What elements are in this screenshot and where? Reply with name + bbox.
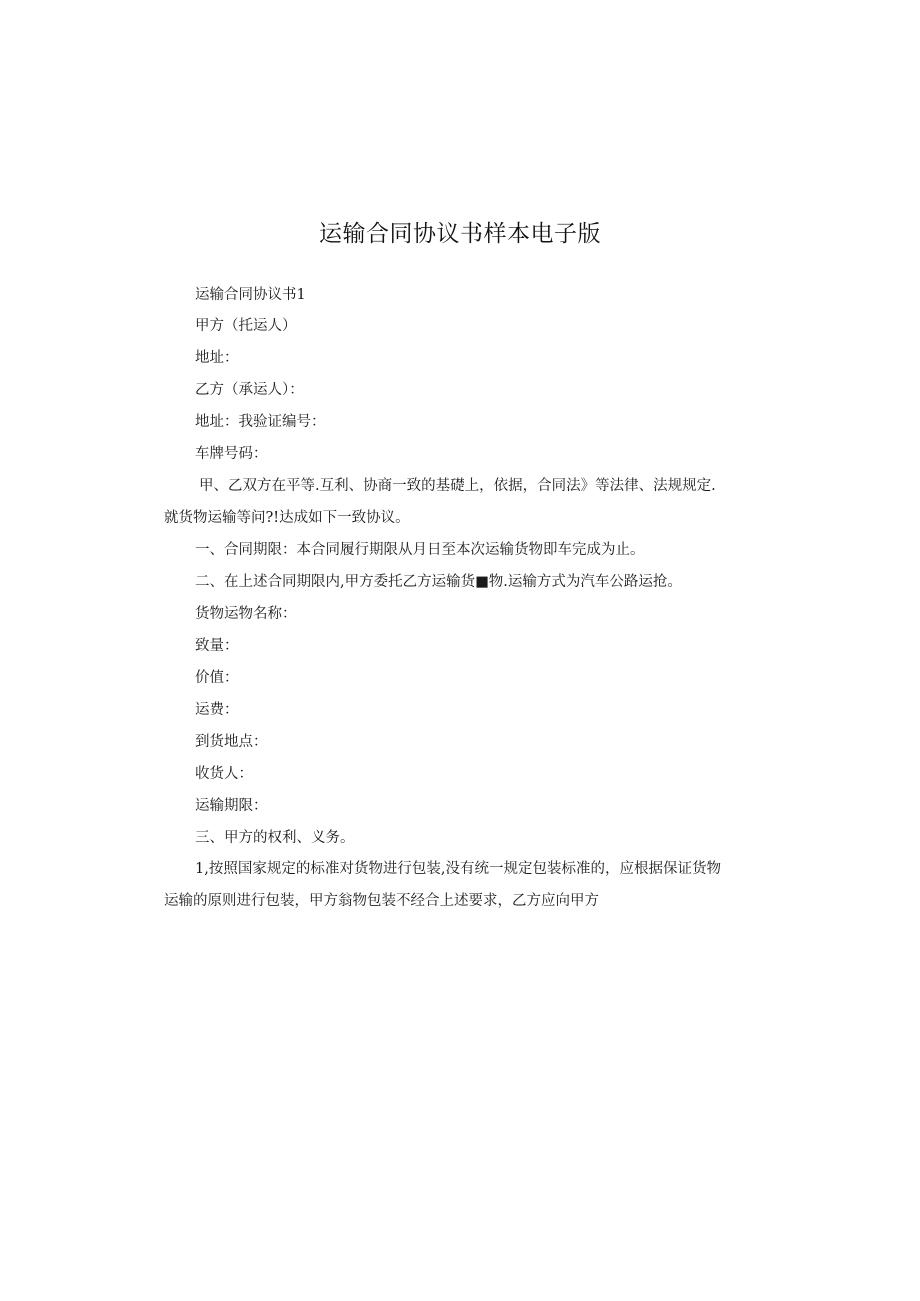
consignee-line: 收货人： [195,766,253,782]
destination-line: 到货地点： [195,734,268,750]
clause-2-line: 二、在上述合同期限内,甲方委托乙方运输货■物.运输方式为汽车公路运抢。 [195,574,682,590]
clause-1-line: 一、合同期限：本合同履行期限从月日至本次运输货物即车完成为止。 [195,542,645,558]
item-1-line-1: 1,按照国家规定的标准对货物进行包装,没有统一规定包装标准的，应根据保证货物 [195,861,721,877]
value-line: 价值： [195,670,239,686]
party-b-line: 乙方（承运人）： [195,382,304,398]
party-a-address-line: 地址： [195,350,239,366]
preamble-line-1: 甲、乙双方在平等.互利、协商一致的基礎上，依据，合同法》等法律、法规规定. [199,478,716,494]
freight-line: 运费： [195,702,239,718]
plate-number-line: 车牌号码： [195,446,268,462]
clause-3-line: 三、甲方的权利、义务。 [195,830,355,846]
document-title: 运输合同协议书样本电子版 [319,221,601,247]
quantity-line: 致量： [195,638,239,654]
subtitle-line: 运输合同协议书1 [195,287,306,303]
party-a-line: 甲方（托运人） [195,318,297,334]
cargo-name-line: 货物运物名称： [195,606,297,622]
item-1-line-2: 运输的原则进行包装，甲方翁物包装不经合上述要求，乙方应向甲方 [164,893,599,909]
party-b-address-line: 地址：我验证编号： [195,414,326,430]
preamble-line-2: 就货物运输等问?!达成如下一致协议。 [164,510,410,526]
transport-period-line: 运输期限： [195,798,268,814]
